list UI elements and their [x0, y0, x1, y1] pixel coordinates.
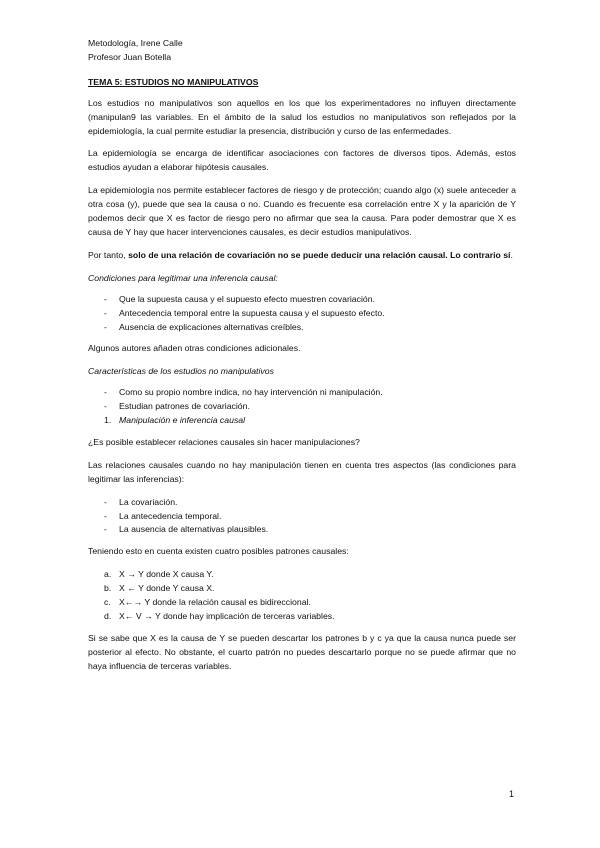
dash-marker: - [104, 321, 107, 332]
paragraph-conclusion [88, 249, 516, 263]
page-number: 1 [509, 789, 515, 799]
dash-marker: - [104, 307, 107, 318]
paragraph-final: Si se sabe que X es la causa de Y se pueden descartar los patrones b y c ya que la causa nunca puede ser posterior al efecto. No obstante, el cuarto patrón no puedes descartarlo porque no se puede afirmar que no haya influencia de terceras variables. [88, 632, 516, 671]
paragraph-epidemiology: La epidemiología se encarga de identificar asociaciones con factores de diversos tipos. Además, estos estudios ayudan a elaborar hipótesis causales. [88, 148, 516, 173]
header-author-line: Metodología, Irene Calle [88, 38, 183, 48]
conclusion-prefix: Por tanto, [88, 249, 129, 260]
conditions-list [88, 293, 516, 335]
letter-marker: b. [104, 583, 112, 594]
list-item [88, 496, 516, 510]
paragraph-risk-factors: La epidemiología nos permite establecer factores de riesgo y de protección; cuando algo (x) suele anteceder a otra cosa (y), puede que sea la causa o no. Cuando es frecuente esa correlación entre X y la aparición de Y podemos decir que X es factor de riesgo pero no afirmar que sea la causa. Para poder demostrar que X es causa de Y hay que hacer intervenciones causales, es decir estudios manipulativos. [88, 185, 516, 237]
list-item-text: Que la supuesta causa y el supuesto efecto muestren covariación. [119, 293, 375, 304]
dash-marker: - [104, 293, 107, 304]
dash-marker: - [104, 524, 107, 535]
characteristics-list [88, 386, 516, 414]
number-marker: 1. [104, 415, 112, 426]
list-item-text: Estudian patrones de covariación. [119, 401, 250, 412]
list-item [88, 610, 516, 624]
list-item-text: Como su propio nombre indica, no hay intervención ni manipulación. [119, 387, 383, 398]
dash-marker: - [104, 387, 107, 398]
dash-marker: - [104, 401, 107, 412]
list-item [88, 321, 516, 335]
page-content [88, 37, 516, 683]
list-item [88, 596, 516, 610]
list-item-text: X → Y donde X causa Y. [119, 569, 214, 580]
list-item [88, 523, 516, 537]
dash-marker: - [104, 496, 107, 507]
letter-marker: c. [104, 597, 111, 608]
conclusion-bold: solo de una relación de covariación no se puede deducir una relación causal. Lo contrario sí [128, 249, 511, 260]
list-item [88, 414, 516, 428]
list-item [88, 400, 516, 414]
paragraph-patterns-intro: Teniendo esto en cuenta existen cuatro posibles patrones causales: [88, 546, 349, 557]
list-item [88, 307, 516, 321]
list-item-text: La antecedencia temporal. [119, 510, 222, 521]
header-professor-line: Profesor Juan Botella [88, 51, 172, 62]
paragraph-causal-relations: Las relaciones causales cuando no hay manipulación tienen en cuenta tres aspectos (las condiciones para legitimar las inferencias): [88, 459, 516, 484]
aspects-list [88, 496, 516, 538]
list-item-text: Manipulación e inferencia causal [119, 415, 246, 426]
characteristics-heading: Características de los estudios no manipulativos [88, 366, 274, 377]
question-line: ¿Es posible establecer relaciones causales sin hacer manipulaciones? [88, 436, 360, 447]
paragraph-additional-conditions: Algunos autores añaden otras condiciones adicionales. [88, 343, 301, 354]
letter-marker: a. [104, 569, 112, 580]
conditions-heading: Condiciones para legitimar una inferencia causal: [88, 272, 278, 283]
list-item-text: X ← Y donde Y causa X. [119, 583, 215, 594]
page-title: TEMA 5: ESTUDIOS NO MANIPULATIVOS [88, 76, 259, 87]
list-item-text: Antecedencia temporal entre la supuesta causa y el supuesto efecto. [119, 307, 385, 318]
list-item-text: X←→ Y donde la relación causal es bidireccional. [119, 597, 311, 608]
paragraph-intro: Los estudios no manipulativos son aquellos en los que los experimentadores no influyen directamente (manipulan9 las variables. En el ámbito de la salud los estudios no manipulativos son reflejados por la epidemiología, la cual permite estudiar la presencia, distribución y curso de las enfermedades. [88, 97, 516, 136]
list-item-text: Ausencia de explicaciones alternativas creíbles. [119, 321, 304, 332]
list-item-text: La covariación. [119, 496, 178, 507]
conclusion-suffix: . [510, 249, 513, 260]
list-item [88, 568, 516, 582]
list-item [88, 293, 516, 307]
dash-marker: - [104, 510, 107, 521]
patterns-list [88, 568, 516, 624]
list-item [88, 510, 516, 524]
letter-marker: d. [104, 611, 112, 621]
list-item [88, 386, 516, 400]
list-item-text: La ausencia de alternativas plausibles. [119, 524, 269, 535]
characteristics-numbered-list [88, 414, 516, 428]
list-item [88, 582, 516, 596]
list-item-text: X← V → Y donde hay implicación de terceras variables. [119, 611, 335, 621]
